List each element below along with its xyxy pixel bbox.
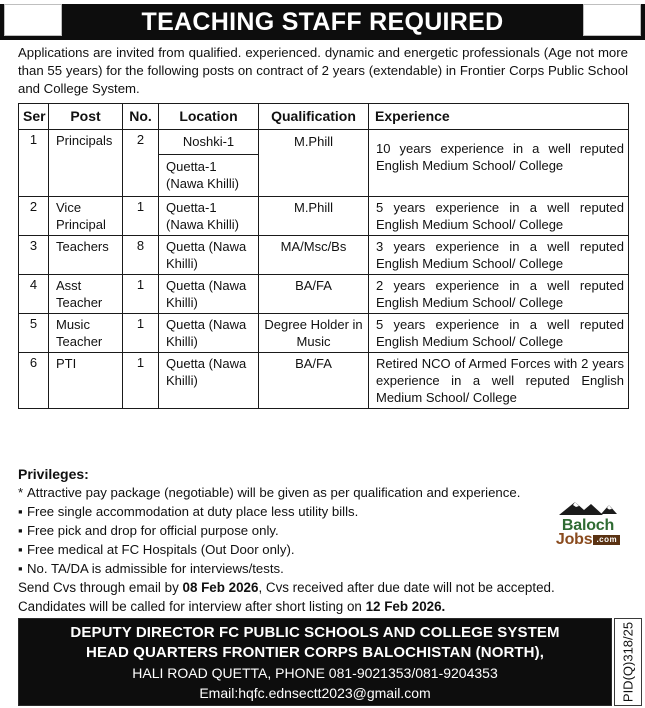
header-banner (0, 4, 645, 40)
footer-line-headquarters: HEAD QUARTERS FRONTIER CORPS BALOCHISTAN (NORTH), (86, 644, 544, 661)
column-header-qualification: Qualification (259, 104, 369, 130)
cell-qualification: BA/FA (259, 353, 369, 409)
cell-location: Quetta-1 (Nawa Khilli) (159, 197, 259, 236)
cell-experience: Retired NCO of Armed Forces with 2 years experience in a well reputed English Medium School/ College (369, 353, 629, 409)
cell-ser: 6 (19, 353, 49, 409)
deadline-cv-suffix: , Cvs received after due date will not be accepted. (258, 580, 555, 595)
cell-experience: 5 years experience in a well reputed English Medium School/ College (369, 197, 629, 236)
cell-experience: 3 years experience in a well reputed English Medium School/ College (369, 236, 629, 275)
privilege-text: Free single accommodation at duty place less utility bills. (27, 504, 359, 519)
deadline-line-interview (18, 597, 628, 616)
list-item (18, 540, 548, 559)
cell-experience: 10 years experience in a well reputed English Medium School/ College (369, 130, 629, 197)
list-item (18, 502, 548, 521)
cell-qualification: M.Phill (259, 197, 369, 236)
jobs-table (18, 103, 629, 409)
deadline-line-cv (18, 578, 628, 597)
privileges-heading: Privileges: (18, 466, 89, 482)
banner-notch-right (583, 4, 641, 36)
cell-ser: 5 (19, 314, 49, 353)
logo-text-jobs: Jobs (555, 531, 593, 548)
cell-qualification: Degree Holder in Music (259, 314, 369, 353)
cell-location: Quetta (Nawa Khilli) (159, 236, 259, 275)
deadline-cv-prefix: Send Cvs through email by (18, 580, 179, 595)
cell-qualification: BA/FA (259, 275, 369, 314)
column-header-no: No. (123, 104, 159, 130)
cell-no: 1 (123, 197, 159, 236)
table-row (19, 314, 629, 353)
cell-location: Quetta (Nawa Khilli) (159, 275, 259, 314)
column-header-location: Location (159, 104, 259, 130)
cell-post: Asst Teacher (49, 275, 123, 314)
table-body (19, 130, 629, 409)
footer-block (18, 618, 612, 706)
cell-location (159, 130, 259, 197)
bullet-icon: ▪ (18, 542, 23, 557)
mountain-icon (557, 498, 619, 517)
cell-no: 8 (123, 236, 159, 275)
bullet-icon: * (18, 485, 24, 500)
bullet-icon: ▪ (18, 561, 23, 576)
table-header (19, 104, 629, 130)
list-item (18, 483, 548, 502)
footer-line-authority: DEPUTY DIRECTOR FC PUBLIC SCHOOLS AND COLLEGE SYSTEM (70, 624, 560, 641)
cell-post: Teachers (49, 236, 123, 275)
list-item (18, 521, 548, 540)
cell-post: PTI (49, 353, 123, 409)
cell-ser: 3 (19, 236, 49, 275)
cell-post: Vice Principal (49, 197, 123, 236)
cell-no: 2 (123, 130, 159, 197)
balochjobs-logo (548, 498, 628, 553)
privilege-text: Attractive pay package (negotiable) will be given as per qualification and experience. (27, 485, 521, 500)
deadline-cv-date: 08 Feb 2026 (182, 580, 259, 595)
table-header-row (19, 104, 629, 130)
table-row (19, 130, 629, 197)
deadline-interview-prefix: Candidates will be called for interview after short listing on (18, 599, 362, 614)
pid-code: PID(Q)318/25 (620, 621, 636, 703)
logo-text-row (548, 532, 628, 548)
cell-no: 1 (123, 275, 159, 314)
cell-post: Principals (49, 130, 123, 197)
cell-experience: 5 years experience in a well reputed English Medium School/ College (369, 314, 629, 353)
table-row (19, 353, 629, 409)
footer-line-address-phone: HALI ROAD QUETTA, PHONE 081-9021353/081-9204353 (132, 665, 498, 681)
cell-ser: 4 (19, 275, 49, 314)
cell-experience: 2 years experience in a well reputed English Medium School/ College (369, 275, 629, 314)
logo-text-tld: .com (593, 535, 620, 545)
privileges-list (18, 483, 548, 578)
cell-location: Quetta (Nawa Khilli) (159, 314, 259, 353)
cell-location-secondary: Quetta-1 (Nawa Khilli) (166, 159, 239, 191)
cell-qualification: M.Phill (259, 130, 369, 197)
cell-post: Music Teacher (49, 314, 123, 353)
footer-line-email: Email:hqfc.ednsectt2023@gmail.com (199, 685, 431, 701)
table-row (19, 275, 629, 314)
cell-location-primary: Noshki-1 (159, 130, 258, 155)
deadline-interview-date: 12 Feb 2026. (365, 599, 446, 614)
column-header-ser: Ser (19, 104, 49, 130)
privilege-text: Free medical at FC Hospitals (Out Door only). (27, 542, 295, 557)
column-header-experience: Experience (369, 104, 629, 130)
cell-no: 1 (123, 353, 159, 409)
bullet-icon: ▪ (18, 523, 23, 538)
logo-text-baloch: Baloch (561, 517, 615, 534)
cell-no: 1 (123, 314, 159, 353)
privilege-text: Free pick and drop for official purpose only. (27, 523, 279, 538)
page-title: TEACHING STAFF REQUIRED (141, 8, 504, 36)
deadlines-block (18, 578, 628, 616)
cell-location: Quetta (Nawa Khilli) (159, 353, 259, 409)
column-header-post: Post (49, 104, 123, 130)
privilege-text: No. TA/DA is admissible for interviews/tests. (27, 561, 284, 576)
table-row (19, 236, 629, 275)
list-item (18, 559, 548, 578)
pid-strip (614, 618, 642, 706)
cell-ser: 2 (19, 197, 49, 236)
cell-qualification: MA/Msc/Bs (259, 236, 369, 275)
bullet-icon: ▪ (18, 504, 23, 519)
intro-paragraph: Applications are invited from qualified. experienced. dynamic and energetic professionals (Age not more than 55 years) for the following posts on contract of 2 years (extendable) in Frontier Corps Public School and College System. (18, 45, 628, 96)
cell-ser: 1 (19, 130, 49, 197)
banner-notch-left (4, 4, 62, 36)
table-row (19, 197, 629, 236)
